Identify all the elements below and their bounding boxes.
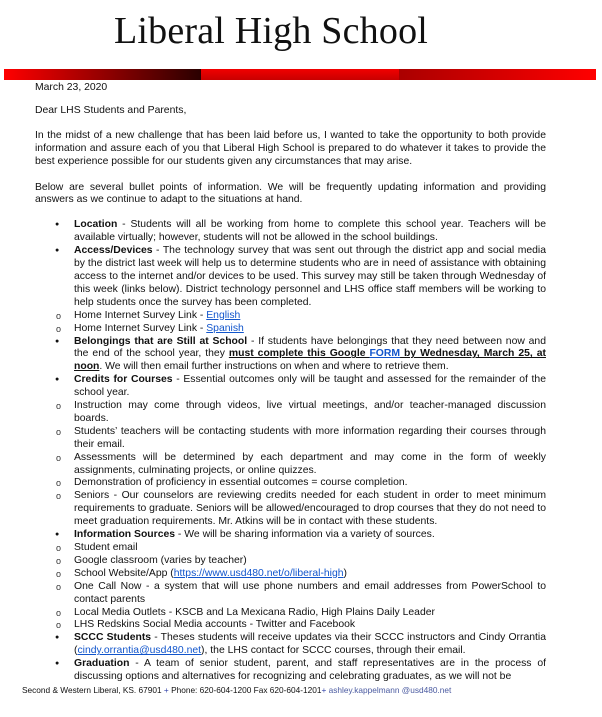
list-item: o Demonstration of proficiency in essential outcomes = course completion. — [35, 477, 546, 490]
bullet-heading: Access/Devices — [74, 245, 153, 257]
red-bar-segment-2 — [201, 69, 398, 80]
header-red-bar — [4, 69, 596, 80]
info-bullet-list — [35, 219, 546, 684]
bullet-text: - Students will all be working from home to complete this school year. Teachers will be available virtually; however, students will not be allowed in the school buildings. — [74, 219, 546, 244]
paren-close: ) — [343, 567, 348, 579]
page-title: Liberal High School — [113, 10, 429, 52]
bullet-text: - The technology survey that was sent out through the district app and social media by the district last week will help us to determine students who are in need of assistance with obtaining access to the internet and/or devices to be used. This survey may still be taken through Wednesday of this week (links below). District technology personnel and LHS office staff members will be working to help students once the survey has been completed. — [74, 245, 546, 308]
list-item: o One Call Now - a system that will use phone numbers and email addresses from PowerSchool to contact parents — [35, 581, 546, 607]
letter-body — [35, 82, 546, 684]
google-form-link[interactable]: FORM — [369, 348, 401, 360]
school-website-link[interactable]: https://www.usd480.net/o/liberal-high — [173, 567, 344, 579]
bullet-credits — [35, 374, 546, 529]
bullet-heading: Information Sources — [74, 529, 176, 541]
bullet-sccc-students — [35, 632, 546, 658]
survey-link-list — [35, 310, 546, 336]
deadline-text: by Wednesday, March 25, at noon — [74, 348, 546, 373]
bullet-text: - If students have belongings that they need between now and the end of the school year, they — [74, 335, 546, 360]
survey-link-english[interactable]: English — [206, 309, 241, 321]
list-item — [35, 323, 546, 336]
list-item — [35, 310, 546, 323]
bullet-text: - A team of senior student, parent, and staff representatives are in the process of discussing options and alternatives for recognizing and celebrating graduates, as we will not be — [74, 658, 546, 683]
credits-sub-list — [35, 400, 546, 529]
bullet-belongings — [35, 336, 546, 375]
list-item — [35, 568, 546, 581]
list-item: o Assessments will be determined by each department and may come in the form of weekly assignments, culminating projects, or online quizzes. — [35, 452, 546, 478]
red-bar-segment-1 — [4, 69, 201, 80]
bullet-heading: Location — [74, 219, 118, 231]
list-item: o Instruction may come through videos, live virtual meetings, and/or teacher-managed discussion boards. — [35, 400, 546, 426]
bullet-text: . We will then email further instructions on when and where to retrieve them. — [99, 361, 449, 373]
bullet-heading: Credits for Courses — [74, 374, 173, 386]
letter-greeting: Dear LHS Students and Parents, — [35, 104, 187, 116]
bullet-text: - Essential outcomes only will be taught and assessed for the remainder of the school year. — [74, 374, 546, 399]
red-bar-segment-3 — [399, 69, 596, 80]
plus-separator-icon: + — [163, 685, 169, 695]
footer-email[interactable]: ashley.kappelmann @usd480.net — [328, 685, 452, 695]
plus-separator-icon: + — [321, 685, 329, 695]
survey-link-label: Home Internet Survey Link - — [74, 309, 207, 321]
footer-address: Second & Western Liberal, KS. 67901 — [22, 685, 164, 695]
survey-link-label: Home Internet Survey Link - — [74, 322, 207, 334]
bullet-heading: Graduation — [74, 658, 130, 670]
bullet-text: - Theses students will receive updates via their SCCC instructors and Cindy Orrantia ( — [74, 632, 546, 657]
bullet-graduation — [35, 658, 546, 684]
list-item: o Seniors - Our counselors are reviewing credits needed for each student in order to meet minimum requirements to graduate. Seniors will be allowed/encouraged to drop courses that they do not need to meet graduation requirements. Mr. Atkins will be in contact with these students. — [35, 490, 546, 529]
bullet-text: ), the LHS contact for SCCC courses, through their email. — [201, 645, 466, 657]
emphasis-text: must complete this Google — [228, 348, 370, 360]
list-item: o Student email — [35, 542, 546, 555]
sccc-contact-email-link[interactable]: cindy.orrantia@usd480.net — [77, 645, 202, 657]
bullet-information-sources — [35, 529, 546, 632]
bullet-location — [35, 219, 546, 245]
info-sources-sub-list — [35, 542, 546, 632]
bullet-heading: SCCC Students — [74, 632, 152, 644]
below-paragraph: Below are several bullet points of information. We will be frequently updating information and providing answers as we continue to adapt to the situations at hand. — [35, 181, 546, 206]
bullet-text: - We will be sharing information via a variety of sources. — [175, 529, 435, 541]
bullet-heading: Belongings that are Still at School — [74, 335, 248, 347]
page-footer — [22, 685, 582, 695]
intro-paragraph: In the midst of a new challenge that has been laid before us, I wanted to take the opportunity to both provide information and assure each of you that Liberal High School is prepared to do whatever it takes to provide the best experience possible for our students given any circumstances that may arise. — [35, 129, 546, 167]
list-item: o Google classroom (varies by teacher) — [35, 555, 546, 568]
list-item: o LHS Redskins Social Media accounts - Twitter and Facebook — [35, 619, 546, 632]
survey-link-spanish[interactable]: Spanish — [206, 322, 244, 334]
website-label: School Website/App ( — [74, 567, 174, 579]
bullet-access-devices — [35, 245, 546, 335]
footer-phone-fax: Phone: 620-604-1200 Fax 620-604-1201 — [168, 685, 322, 695]
list-item: o Local Media Outlets - KSCB and La Mexicana Radio, High Plains Daily Leader — [35, 607, 546, 620]
list-item: o Students’ teachers will be contacting students with more information regarding their courses through their email. — [35, 426, 546, 452]
letter-date: March 23, 2020 — [35, 82, 108, 93]
